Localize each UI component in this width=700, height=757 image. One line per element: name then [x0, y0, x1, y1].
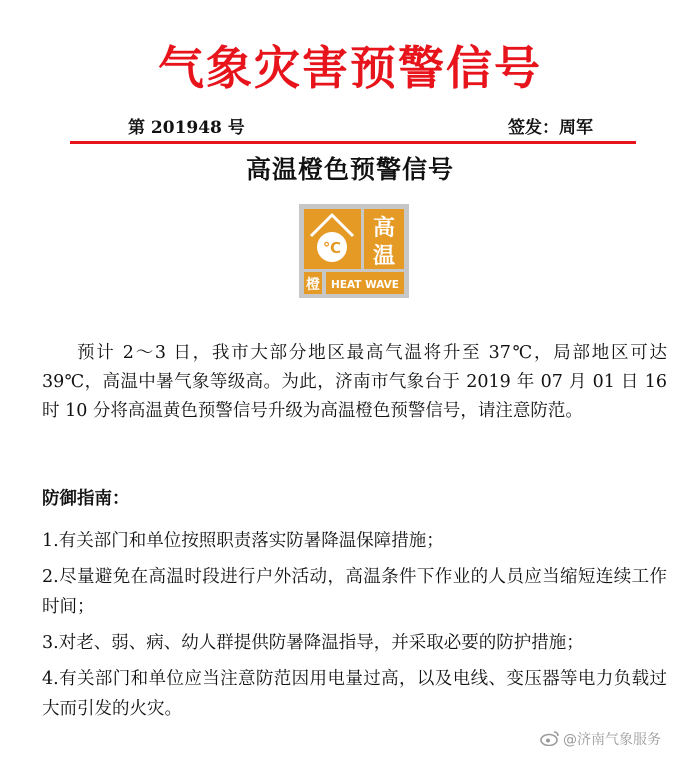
- warning-body: [42, 339, 667, 426]
- heat-wave-orange-signal-icon: [299, 204, 409, 298]
- weibo-icon: [540, 730, 560, 750]
- warning-subtitle: 高温橙色预警信号: [245, 155, 454, 184]
- guide-item: 1.有关部门和单位按照职责落实防暑降温保障措施；: [42, 531, 444, 551]
- celsius-symbol: ℃: [322, 239, 342, 257]
- watermark-text: @济南气象服务: [563, 732, 661, 748]
- bulletin-title: 气象灾害预警信号: [158, 41, 542, 95]
- warning-paragraph: 预计 2～3 日，我市大部分地区最高气温将升至 37℃，局部地区可达 39℃，高温中暑气象等级高。为此，济南市气象台于 2019 年 07 月 01 日 16 时 10 分将高温黄色预警信号升级为高温橙色预警信号，请注意防范。: [42, 343, 667, 421]
- guide-list: [42, 526, 667, 730]
- guide-item: 3.对老、弱、病、幼人群提供防暑降温指导，并采取必要的防护措施；: [42, 633, 584, 653]
- signal-english-label: HEAT WAVE: [331, 279, 399, 291]
- guide-item: 4.有关部门和单位应当注意防范因用电量过高，以及电线、变压器等电力负载过大而引发的火灾。: [42, 669, 667, 719]
- signal-cn-label-1: 高: [372, 216, 396, 241]
- document-number: 第 201948 号: [128, 118, 245, 138]
- signal-cn-label-2: 温: [372, 244, 396, 269]
- signer: 签发：周军: [508, 118, 593, 138]
- watermark: [540, 729, 661, 750]
- guide-heading: 防御指南：: [42, 489, 130, 509]
- red-divider: [70, 141, 636, 144]
- signal-color-label: 橙: [306, 277, 320, 293]
- guide-item: 2.尽量避免在高温时段进行户外活动，高温条件下作业的人员应当缩短连续工作时间；: [42, 567, 667, 617]
